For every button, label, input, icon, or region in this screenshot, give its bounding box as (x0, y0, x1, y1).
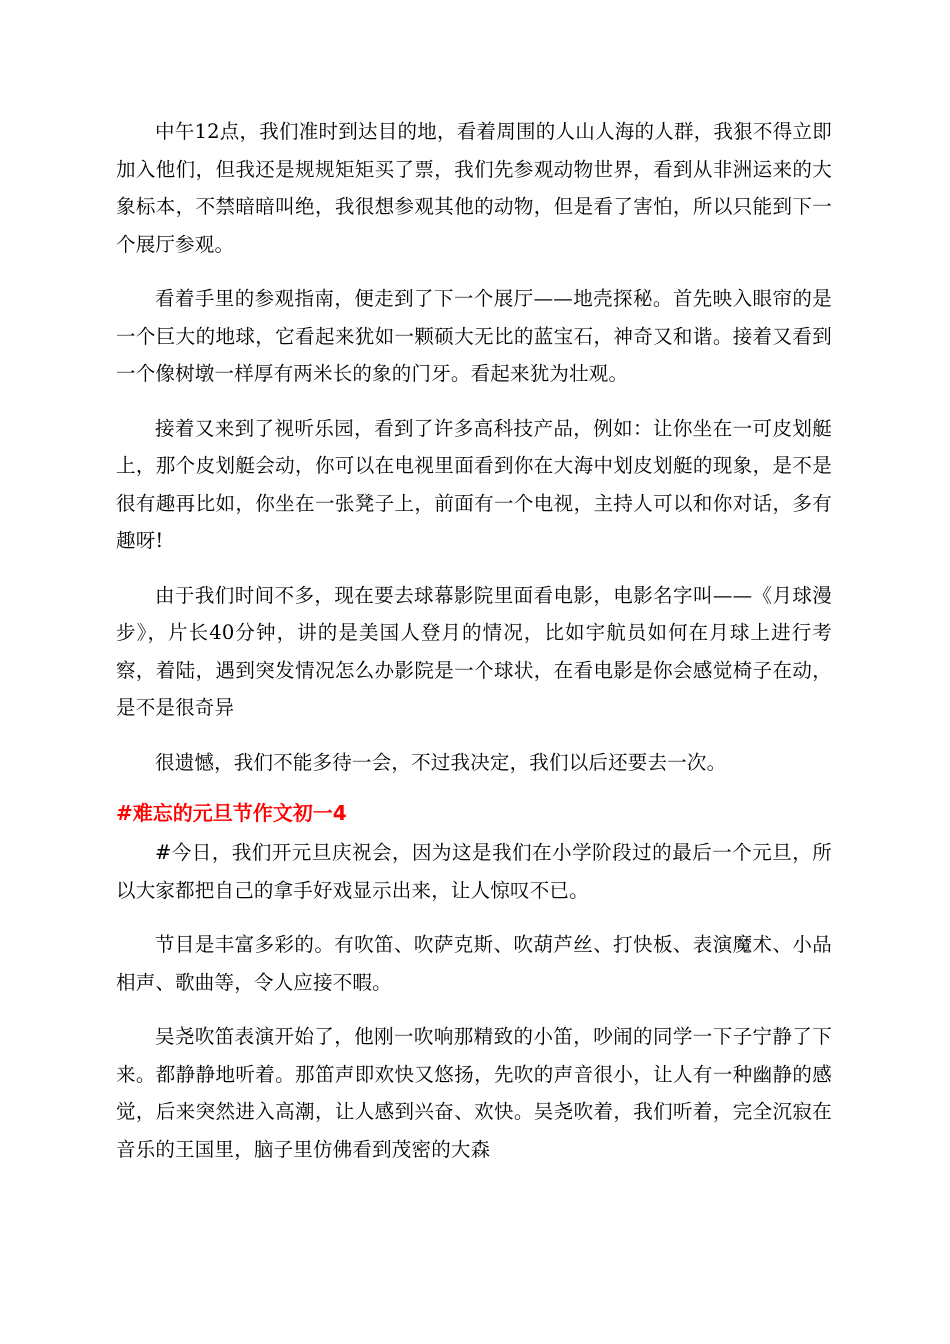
paragraph-program-list: 节目是丰富多彩的。有吹笛、吹萨克斯、吹葫芦丝、打快板、表演魔术、小品相声、歌曲等，令人应接不暇。 (116, 933, 832, 994)
document-page (116, 113, 832, 1185)
paragraph-regret: 很遗憾，我们不能多待一会，不过我决定，我们以后还要去一次。 (155, 750, 727, 774)
paragraph-arrival: 中午12点，我们准时到达目的地，看着周围的人山人海的人群，我狠不得立即加入他们，但我还是规规矩矩买了票，我们先参观动物世界，看到从非洲运来的大象标本，不禁暗暗叫绝，我很想参观其他的动物，但是看了害怕，所以只能到下一个展厅参观。 (116, 120, 832, 256)
paragraph-crust-exploration: 看着手里的参观指南，便走到了下一个展厅——地壳探秘。首先映入眼帘的是一个巨大的地球，它看起来犹如一颗硕大无比的蓝宝石，神奇又和谐。接着又看到一个像树墩一样厚有两米长的象的门牙。看起来犹为壮观。 (116, 287, 832, 385)
paragraph-dome-cinema: 由于我们时间不多，现在要去球幕影院里面看电影，电影名字叫——《月球漫步》，片长40分钟，讲的是美国人登月的情况，比如宇航员如何在月球上进行考察，着陆，遇到突发情况怎么办影院是一个球状，在看电影是你会感觉椅子在动，是不是很奇异 (116, 583, 832, 719)
paragraph-flute-performance: 吴尧吹笛表演开始了，他刚一吹响那精致的小笛，吵闹的同学一下子宁静了下来。都静静地听着。那笛声即欢快又悠扬，先吹的声音很小，让人有一种幽静的感觉，后来突然进入高潮，让人感到兴奋、欢快。吴尧吹着，我们听着，完全沉寂在音乐的王国里，脑子里仿佛看到茂密的大森 (116, 1025, 832, 1161)
paragraph-new-year-party: #今日，我们开元旦庆祝会，因为这是我们在小学阶段过的最后一个元旦，所以大家都把自己的拿手好戏显示出来，让人惊叹不已。 (116, 841, 832, 902)
section-heading: #难忘的元旦节作文初一4 (116, 801, 347, 825)
paragraph-audio-visual-park: 接着又来到了视听乐园，看到了许多高科技产品，例如：让你坐在一可皮划艇上，那个皮划艇会动，你可以在电视里面看到你在大海中划皮划艇的现象，是不是很有趣再比如，你坐在一张凳子上，前面有一个电视，主持人可以和你对话，多有趣呀! (116, 416, 832, 552)
